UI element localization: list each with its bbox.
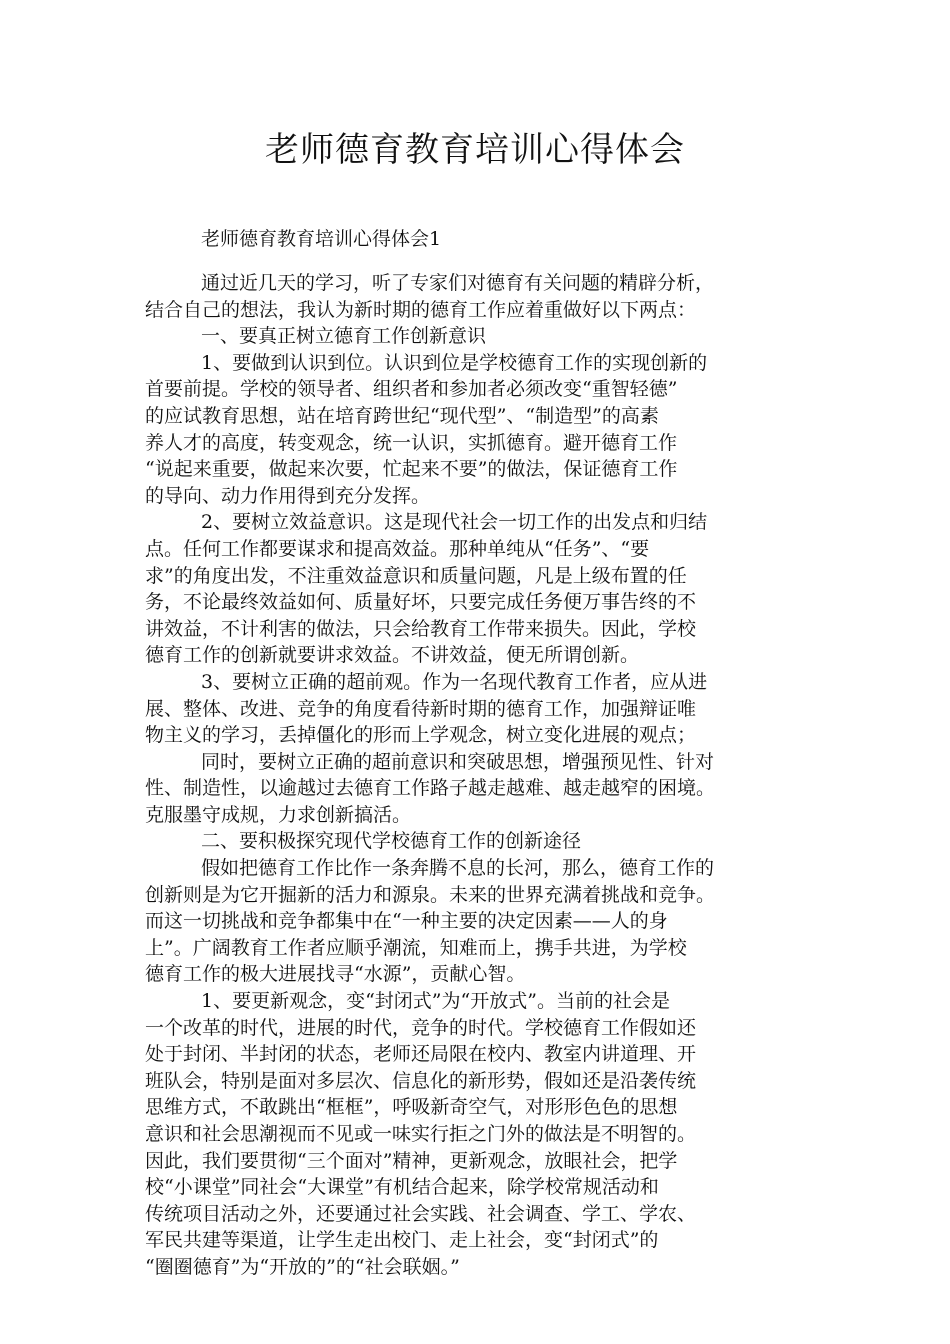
text-line: 讲效益，不计利害的做法，只会给教育工作带来损失。因此，学校: [145, 617, 697, 640]
text-line: 通过近几天的学习，听了专家们对德育有关问题的精辟分析，: [201, 272, 715, 294]
text-line: 因此，我们要贯彻“三个面对”精神，更新观念，放眼社会，把学: [145, 1149, 678, 1172]
text-line: 的导向、动力作用得到充分发挥。: [145, 484, 431, 507]
text-line: “圈圈德育”为“开放的”的“社会联姻。”: [145, 1255, 460, 1278]
text-line: 校“小课堂”同社会“大课堂”有机结合起来，除学校常规活动和: [145, 1176, 659, 1199]
text-line: 军民共建等渠道，让学生走出校门、走上社会，变“封闭式”的: [145, 1229, 659, 1252]
text-line: 务，不论最终效益如何、质量好坏，只要完成任务便万事告终的不: [145, 591, 697, 614]
section-subtitle: 老师德育教育培训心得体会1: [201, 228, 442, 250]
text-line: 传统项目活动之外，还要通过社会实践、社会调查、学工、学农、: [145, 1202, 697, 1225]
text-line: 处于封闭、半封闭的状态，老师还局限在校内、教室内讲道理、开: [145, 1043, 697, 1066]
document-title: 老师德育教育培训心得体会: [265, 130, 685, 170]
text-line: 1、要做到认识到位。认识到位是学校德育工作的实现创新的: [201, 351, 708, 374]
text-line: 结合自己的想法，我认为新时期的德育工作应着重做好以下两点：: [145, 298, 697, 321]
text-line: 而这一切挑战和竞争都集中在“一种主要的决定因素——人的身: [145, 910, 668, 933]
text-line: 3、要树立正确的超前观。作为一名现代教育工作者，应从进: [201, 670, 708, 693]
text-line: 创新则是为它开掘新的活力和源泉。未来的世界充满着挑战和竞争。: [145, 883, 716, 906]
text-line: 班队会，特别是面对多层次、信息化的新形势，假如还是沿袭传统: [145, 1069, 697, 1092]
text-line: 一、要真正树立德育工作创新意识: [201, 325, 487, 348]
text-line: 上”。广阔教育工作者应顺乎潮流，知难而上，携手共进，为学校: [145, 936, 687, 959]
text-line: 克服墨守成规，力求创新搞活。: [145, 803, 412, 826]
text-line: 点。任何工作都要谋求和提高效益。那种单纯从“任务”、“要: [145, 537, 650, 560]
text-line: 物主义的学习，丢掉僵化的形而上学观念，树立变化进展的观点；: [145, 724, 697, 747]
text-line: 养人才的高度，转变观念，统一认识，实抓德育。避开德育工作: [145, 431, 678, 454]
text-line: 性、制造性，以逾越过去德育工作路子越走越难、越走越窄的困境。: [145, 777, 716, 800]
text-line: 二、要积极探究现代学校德育工作的创新途径: [201, 830, 582, 853]
text-line: 一个改革的时代，进展的时代，竞争的时代。学校德育工作假如还: [145, 1016, 697, 1039]
text-line: 首要前提。学校的领导者、组织者和参加者必须改变“重智轻德”: [145, 378, 678, 401]
text-line: 德育工作的创新就要讲求效益。不讲效益，便无所谓创新。: [145, 644, 640, 667]
text-line: 同时，要树立正确的超前意识和突破思想，增强预见性、针对: [201, 750, 715, 773]
document-body: [145, 270, 813, 1281]
text-line: “说起来重要，做起来次要，忙起来不要”的做法，保证德育工作: [145, 458, 678, 481]
text-line: 假如把德育工作比作一条奔腾不息的长河，那么，德育工作的: [201, 857, 715, 880]
text-line: 2、要树立效益意识。这是现代社会一切工作的出发点和归结: [201, 511, 708, 534]
text-line: 的应试教育思想，站在培育跨世纪“现代型”、“制造型”的高素: [145, 404, 659, 427]
text-line: 德育工作的极大进展找寻“水源”，贡献心智。: [145, 963, 526, 986]
text-line: 思维方式，不敢跳出“框框”，呼吸新奇空气，对形形色色的思想: [145, 1096, 678, 1119]
text-line: 展、整体、改进、竞争的角度看待新时期的德育工作，加强辩证唯: [145, 697, 697, 720]
text-line: 意识和社会思潮视而不见或一味实行拒之门外的做法是不明智的。: [145, 1123, 697, 1145]
text-line: 1、要更新观念，变“封闭式”为“开放式”。当前的社会是: [201, 990, 670, 1013]
text-line: 求”的角度出发，不注重效益意识和质量问题，凡是上级布置的任: [145, 564, 687, 587]
